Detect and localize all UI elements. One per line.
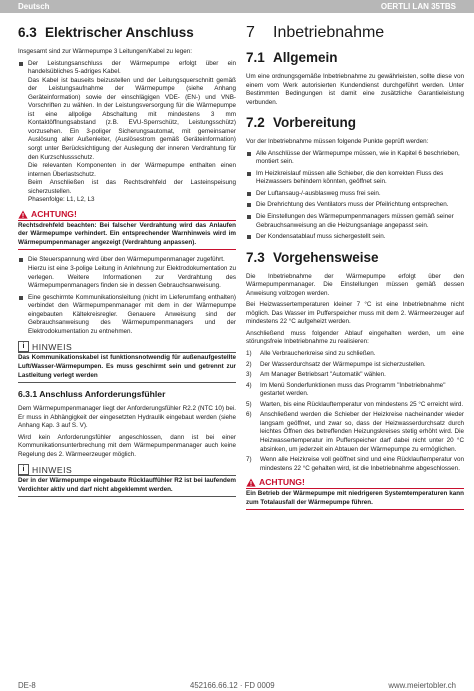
step-item [246, 361, 464, 370]
step-text: Warten, bis eine Rücklauftemperatur von mindestens 25 °C erreicht wird. [260, 400, 464, 408]
bullet-square-icon [247, 203, 251, 207]
bullet-text: Das Kabel ist bauseits beizustellen und der Leitungsquerschnitt gemäß der Leistungsaufnahme der Wärmepumpe (siehe Anhang Geräteinformation) sowie der einschlägigen VDE- (EN-) und VNB-Vorschriften zu wählen. In der Leistungsversorgung für die Wärmepumpe ist eine allpolige Abschaltung mit mindestens 3 mm Kontaktöffnungsabstand (z.B. EVU-Sperrschütz, Leistungsschütz) vorzusehen. Ein 3-poliger Sicherungsautomat, mit gemeinsamer Auslösung aller Außenleiter, (Auslösestrom gemäß Geräteinformation) sorgt unter Berücksichtigung der Auslegung der inneren Verdrahtung für den Kurzschlussschutz. [28, 76, 236, 161]
step-item [246, 350, 464, 359]
step-item [246, 382, 464, 399]
section-title: Elektrischer Anschluss [45, 25, 194, 40]
warning-box [246, 477, 464, 510]
note-box [18, 464, 236, 497]
bullet-text: Der Kondensatablauf muss sichergestellt sein. [256, 233, 386, 241]
warning-box [18, 209, 236, 251]
step-number: 1) [246, 350, 252, 358]
bullet-text: Die Drehrichtung des Ventilators muss der Pfeilrichtung entsprechen. [256, 201, 449, 209]
paragraph: Die Inbetriebnahme der Wärmepumpe erfolgt über den Wärmepumpenmanager. Die Einstellungen müssen gemäß dessen Anweisung vollzogen werden. [246, 272, 464, 297]
step-text: Alle Verbraucherkreise sind zu schließen. [260, 350, 376, 358]
step-item [246, 411, 464, 454]
warning-header [246, 477, 464, 489]
note-text: Das Kommunikationskabel ist funktionsnotwendig für außenaufgestellte Luft/Wasser-Wärmepumpen. Es muss geschirmt sein und getrennt zur Lastleitung verlegt werden [18, 353, 236, 383]
paragraph: Bei Heizwassertemperaturen kleiner 7 °C ist eine Inbetriebnahme nicht möglich. Das Wasser im Pufferspeicher muss mit dem 2. Wärmeerzeuger auf mindestens 22 °C aufgeheizt werden. [246, 301, 464, 326]
list-item [246, 201, 464, 210]
list-item [246, 213, 464, 230]
chapter-number: 7 [246, 24, 255, 41]
bullet-text: Beim Anschließen ist das Rechtsdrehfeld der Lasteinspeisung sicherzustellen. [28, 179, 236, 195]
bullet-square-icon [247, 192, 251, 196]
section-heading-6-3 [18, 25, 236, 41]
intro-text: Insgesamt sind zur Wärmepumpe 3 Leitungen/Kabel zu legen: [18, 48, 192, 55]
step-text: Am Manager Betriebsart "Automatik" wählen. [260, 371, 386, 379]
info-icon: i [18, 464, 29, 475]
warning-text: Ein Betrieb der Wärmepumpe mit niedrigeren Systemtemperaturen kann zum Totalausfall der Wärmepumpe führen. [246, 489, 464, 510]
section-number: 7.3 [246, 249, 265, 265]
warning-triangle-icon [18, 210, 28, 219]
bullet-square-icon [247, 235, 251, 239]
right-column [246, 17, 464, 516]
bullet-square-icon [247, 152, 251, 156]
step-text: Im Menü Sonderfunktionen muss das Programm "Inbetriebnahme" gestartet werden. [260, 381, 446, 398]
note-header [18, 464, 236, 476]
section-heading-7-3 [246, 250, 464, 266]
document-number: 452166.66.12 · FD 0009 [190, 681, 275, 690]
step-number: 3) [246, 371, 252, 379]
bullet-text: Alle Anschlüsse der Wärmepumpe müssen, wie in Kapitel 6 beschrieben, montiert sein. [256, 149, 460, 166]
subsection-title: Anschluss Anforderungsfühler [39, 389, 166, 400]
step-number: 4) [246, 381, 252, 389]
chapter-title: Inbetriebnahme [273, 24, 385, 41]
step-number: 6) [246, 411, 252, 419]
paragraph: Anschließend muss folgender Ablauf eingehalten werden, um eine störungsfreie Inbetriebnahme zu realisieren: [246, 329, 464, 346]
header-product: OERTLI LAN 35TBS [380, 2, 456, 11]
page-footer [18, 681, 456, 691]
step-item [246, 456, 464, 473]
warning-triangle-icon [246, 478, 256, 487]
list-item [246, 150, 464, 167]
page-header [0, 0, 474, 13]
bullet-square-icon [19, 258, 23, 262]
step-text: Anschließend werden die Schieber der Heizkreise nacheinander wieder langsam geöffnet, und zwar so, dass der Heizwasserdurchsatz durch leichtes Öffnen des betreffenden Heizungskreises stetig erhöht wird. Die Heizwassertemperatur im Pufferspeicher darf dabei nicht unter 20 °C absinken, um jederzeit ein Abtauen der Wärmepumpe zu ermöglichen. [260, 411, 464, 453]
info-icon: i [18, 341, 29, 352]
note-box [18, 341, 236, 383]
paragraph: Um eine ordnungsgemäße Inbetriebnahme zu gewährleisten, sollte diese von einem vom Werk autorisierten Kundendienst durchgeführt werden. Unter Bestimmten Bedingungen ist damit eine zusätzliche Garantieleistung verbunden. [246, 73, 464, 106]
paragraph: Wird kein Anforderungsfühler angeschlossen, dann ist bei einer Kommunikationsunterbrechung mit dem Wärmepumpenmanager auch keine Regelung des 2. Wärmeerzeuger möglich. [18, 433, 236, 458]
subsection-heading-6-3-1 [18, 389, 236, 400]
note-title: HINWEIS [32, 341, 73, 352]
section-number: 6.3 [18, 25, 37, 40]
list-item [18, 294, 236, 337]
warning-title: ACHTUNG! [31, 209, 77, 220]
bullet-text: Die relevanten Komponenten in der Wärmepumpe enthalten einen internen Überlastschutz. [28, 162, 236, 178]
list-item [246, 190, 464, 199]
step-number: 5) [246, 400, 252, 408]
paragraph: Dem Wärmepumpenmanager liegt der Anforderungsfühler R2.2 (NTC 10) bei. Er muss in Abhängigkeit der eingesetzten Hydraulik eingebaut werden (siehe Anhang Kap. 3 auf S. V). [18, 405, 236, 430]
section-heading-7-1 [246, 50, 464, 66]
bullet-text: Im Heizkreislauf müssen alle Schieber, die den korrekten Fluss des Heizwassers behindern könnten, geöffnet sein. [256, 169, 444, 186]
header-language: Deutsch [18, 2, 50, 11]
bullet-square-icon [19, 62, 23, 66]
section-number: 7.2 [246, 115, 265, 131]
bullet-text: Eine geschirmte Kommunikationsleitung (nicht im Lieferumfang enthalten) verbindet den Wärmepumpenmanager mit dem in der Wärmepumpe eingebauten Kältekreisregler. Genauere Anweisung sind der Gebrauchsanweisung des Wärmepumpenmanagers und der Elektrodokumentation zu entnehmen. [28, 293, 236, 335]
warning-title: ACHTUNG! [259, 477, 305, 488]
list-item [18, 256, 236, 290]
note-title: HINWEIS [32, 464, 73, 475]
list-item [246, 233, 464, 242]
section-heading-7-2 [246, 115, 464, 131]
bullet-text: Die Steuerspannung wird über den Wärmepumpenmanager zugeführt. [28, 256, 225, 264]
bullet-text: Die Einstellungen des Wärmepumpenmanagers müssen gemäß seiner Gebrauchsanweisung an die Heizungsanlage angepasst sein. [256, 213, 454, 229]
section-title: Vorbereitung [273, 115, 357, 131]
bullet-text: Der Luftansaug-/-ausblasweg muss frei sein. [256, 189, 381, 197]
left-column [18, 17, 236, 503]
bullet-square-icon [247, 215, 251, 219]
step-number: 2) [246, 360, 252, 368]
list-item [246, 170, 464, 187]
list-item [18, 60, 236, 205]
step-item [246, 371, 464, 380]
page-number: DE-8 [18, 681, 36, 690]
note-header [18, 341, 236, 353]
step-text: Der Wasserdurchsatz der Wärmepumpe ist sicherzustellen. [260, 360, 426, 368]
subsection-number: 6.3.1 [18, 389, 38, 400]
bullet-text: Hierzu ist eine 3-polige Leitung in Anlehnung zur Elektrodokumentation zu verlegen. Weitere Informationen zur Verdrahtung des Wärmepumpenmanagers finden sie in dessen Gebrauchsanweisung. [28, 265, 236, 290]
bullet-text: Phasenfolge: L1, L2, L3 [28, 196, 95, 204]
note-text: Der in der Wärmepumpe eingebaute Rücklauffühler R2 ist bei laufendem Verdichter aktiv und darf nicht abgeklemmt werden. [18, 476, 236, 497]
step-item [246, 401, 464, 410]
chapter-heading [246, 24, 464, 42]
step-number: 7) [246, 456, 252, 464]
warning-text: Rechtsdrehfeld beachten: Bei falscher Verdrahtung wird das Anlaufen der Wärmepumpe verhindert. Ein entsprechender Warnhinweis wird im Wärmepumpenmanager angezeigt (Verdrahtung anpassen). [18, 221, 236, 251]
bullet-square-icon [19, 296, 23, 300]
footer-url: www.meiertobler.ch [388, 681, 456, 690]
section-title: Vorgehensweise [273, 249, 379, 265]
section-number: 7.1 [246, 50, 265, 65]
paragraph: Vor der Inbetriebnahme müssen folgende Punkte geprüft werden: [246, 138, 429, 146]
bullet-square-icon [247, 172, 251, 176]
warning-header [18, 209, 236, 221]
bullet-text: Der Leistungsanschluss der Wärmepumpe erfolgt über ein handelsübliches 5-adriges Kabel. [28, 59, 236, 76]
section-title: Allgemein [273, 50, 338, 65]
step-text: Wenn alle Heizkreise voll geöffnet sind und eine Rücklauftemperatur von mindestens 22 °C gehalten wird, ist die Inbetriebnahme abgeschlossen. [260, 456, 464, 472]
